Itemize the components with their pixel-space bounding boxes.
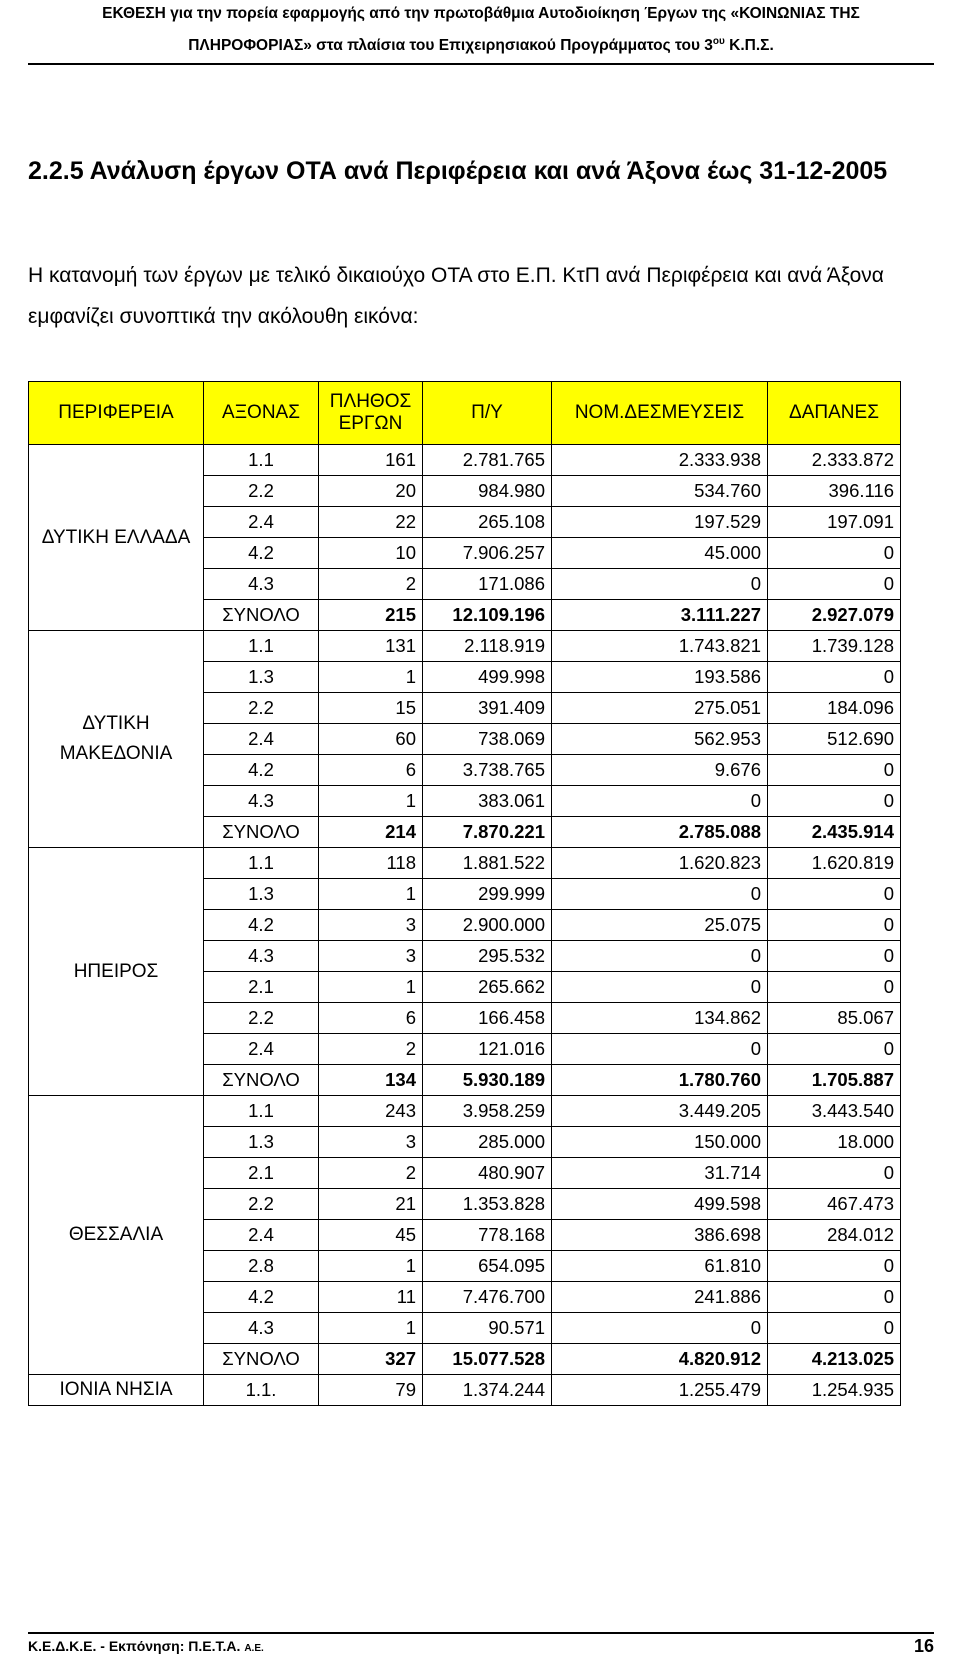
count-cell: 131 (319, 631, 423, 662)
region-name-line: ΜΑΚΕΔΟΝΙΑ (59, 743, 173, 764)
count-cell: 20 (319, 476, 423, 507)
axis-cell: 1.1 (204, 1096, 319, 1127)
count-cell: 243 (319, 1096, 423, 1127)
header-rule (28, 63, 934, 65)
count-cell: 1 (319, 972, 423, 1003)
regions-table (28, 381, 901, 1406)
axis-cell: 2.2 (204, 476, 319, 507)
count-cell: 161 (319, 445, 423, 476)
commitments-cell: 4.820.912 (552, 1344, 768, 1375)
axis-cell: ΣΥΝΟΛΟ (204, 817, 319, 848)
spending-cell: 0 (768, 569, 901, 600)
axis-cell: 1.3 (204, 662, 319, 693)
count-cell: 1 (319, 662, 423, 693)
spending-cell: 0 (768, 879, 901, 910)
spending-cell: 0 (768, 972, 901, 1003)
spending-cell: 0 (768, 941, 901, 972)
budget-cell: 2.900.000 (423, 910, 552, 941)
budget-cell: 391.409 (423, 693, 552, 724)
region-cell (29, 445, 204, 631)
header-line-1: ΕΚΘΕΣΗ για την πορεία εφαρμογής από την πρωτοβάθμια Αυτοδιοίκηση Έργων της «ΚΟΙΝΩΝΙΑΣ ΤΗΣ (102, 5, 860, 22)
axis-cell: 2.1 (204, 1158, 319, 1189)
budget-cell: 3.738.765 (423, 755, 552, 786)
header-line-2-end: Κ.Π.Σ. (724, 37, 774, 55)
commitments-cell: 0 (552, 569, 768, 600)
page-number: 16 (913, 1636, 934, 1656)
count-cell: 2 (319, 1034, 423, 1065)
spending-cell: 1.705.887 (768, 1065, 901, 1096)
spending-cell: 1.620.819 (768, 848, 901, 879)
footer-text: Κ.Ε.Δ.Κ.Ε. - Εκπόνηση: Π.Ε.Τ.Α. (28, 1638, 241, 1654)
count-cell: 327 (319, 1344, 423, 1375)
spending-cell: 512.690 (768, 724, 901, 755)
axis-cell: 2.4 (204, 507, 319, 538)
section-intro: Η κατανομή των έργων με τελικό δικαιούχο ΟΤΑ στο Ε.Π. ΚτΠ ανά Περιφέρεια και ανά Άξονα εμφανίζει συνοπτικά την ακόλουθη εικόνα: (28, 264, 884, 328)
commitments-cell: 386.698 (552, 1220, 768, 1251)
col-header-count-line2: ΕΡΓΩΝ (338, 413, 403, 434)
section-title: 2.2.5 Ανάλυση έργων ΟΤΑ ανά Περιφέρεια και ανά Άξονα έως 31-12-2005 (28, 157, 888, 185)
budget-cell: 5.930.189 (423, 1065, 552, 1096)
commitments-cell: 2.785.088 (552, 817, 768, 848)
budget-cell: 295.532 (423, 941, 552, 972)
count-cell: 15 (319, 693, 423, 724)
count-cell: 22 (319, 507, 423, 538)
budget-cell: 171.086 (423, 569, 552, 600)
region-cell (29, 1096, 204, 1375)
commitments-cell: 562.953 (552, 724, 768, 755)
region-name-line: ΙΟΝΙΑ ΝΗΣΙΑ (59, 1379, 173, 1400)
commitments-cell: 0 (552, 786, 768, 817)
count-cell: 215 (319, 600, 423, 631)
axis-cell: 1.3 (204, 1127, 319, 1158)
axis-cell: 2.2 (204, 1003, 319, 1034)
spending-cell: 0 (768, 538, 901, 569)
spending-cell: 1.739.128 (768, 631, 901, 662)
spending-cell: 4.213.025 (768, 1344, 901, 1375)
commitments-cell: 499.598 (552, 1189, 768, 1220)
budget-cell: 285.000 (423, 1127, 552, 1158)
budget-cell: 383.061 (423, 786, 552, 817)
axis-cell: 2.1 (204, 972, 319, 1003)
budget-cell: 7.870.221 (423, 817, 552, 848)
count-cell: 214 (319, 817, 423, 848)
budget-cell: 12.109.196 (423, 600, 552, 631)
budget-cell: 265.662 (423, 972, 552, 1003)
spending-cell: 0 (768, 786, 901, 817)
count-cell: 2 (319, 1158, 423, 1189)
region-name-line: ΘΕΣΣΑΛΙΑ (68, 1224, 164, 1245)
header-line-2-text: ΠΛΗΡΟΦΟΡΙΑΣ» στα πλαίσια του Επιχειρησιακού Προγράμματος του 3 (188, 37, 713, 55)
commitments-cell: 134.862 (552, 1003, 768, 1034)
axis-cell: 2.2 (204, 693, 319, 724)
commitments-cell: 1.255.479 (552, 1375, 768, 1406)
spending-cell: 284.012 (768, 1220, 901, 1251)
spending-cell: 0 (768, 910, 901, 941)
page-header (28, 0, 934, 60)
commitments-cell: 0 (552, 1313, 768, 1344)
col-header-budget: Π/Υ (423, 382, 552, 445)
spending-cell: 0 (768, 662, 901, 693)
budget-cell: 654.095 (423, 1251, 552, 1282)
table-row (29, 848, 901, 879)
axis-cell: 2.4 (204, 1220, 319, 1251)
axis-cell: 1.1 (204, 631, 319, 662)
count-cell: 118 (319, 848, 423, 879)
axis-cell: 4.3 (204, 569, 319, 600)
budget-cell: 166.458 (423, 1003, 552, 1034)
budget-cell: 265.108 (423, 507, 552, 538)
axis-cell: 2.2 (204, 1189, 319, 1220)
col-header-count-line1: ΠΛΗΘΟΣ (329, 391, 412, 412)
commitments-cell: 3.449.205 (552, 1096, 768, 1127)
commitments-cell: 31.714 (552, 1158, 768, 1189)
commitments-cell: 61.810 (552, 1251, 768, 1282)
spending-cell: 184.096 (768, 693, 901, 724)
table-row (29, 445, 901, 476)
budget-cell: 1.374.244 (423, 1375, 552, 1406)
budget-cell: 90.571 (423, 1313, 552, 1344)
col-header-axis: ΑΞΟΝΑΣ (204, 382, 319, 445)
count-cell: 6 (319, 755, 423, 786)
commitments-cell: 241.886 (552, 1282, 768, 1313)
commitments-cell: 45.000 (552, 538, 768, 569)
count-cell: 1 (319, 1313, 423, 1344)
count-cell: 10 (319, 538, 423, 569)
axis-cell: 4.2 (204, 1282, 319, 1313)
budget-cell: 2.781.765 (423, 445, 552, 476)
axis-cell: 4.2 (204, 538, 319, 569)
budget-cell: 2.118.919 (423, 631, 552, 662)
col-header-count (319, 382, 423, 445)
axis-cell: 4.2 (204, 755, 319, 786)
count-cell: 79 (319, 1375, 423, 1406)
axis-cell: 1.1 (204, 848, 319, 879)
axis-cell: 1.3 (204, 879, 319, 910)
commitments-cell: 150.000 (552, 1127, 768, 1158)
spending-cell: 0 (768, 1251, 901, 1282)
spending-cell: 467.473 (768, 1189, 901, 1220)
count-cell: 1 (319, 786, 423, 817)
spending-cell: 396.116 (768, 476, 901, 507)
axis-cell: ΣΥΝΟΛΟ (204, 1065, 319, 1096)
table-row (29, 1096, 901, 1127)
commitments-cell: 275.051 (552, 693, 768, 724)
commitments-cell: 0 (552, 879, 768, 910)
commitments-cell: 534.760 (552, 476, 768, 507)
budget-cell: 738.069 (423, 724, 552, 755)
table-body (29, 445, 901, 1406)
count-cell: 1 (319, 1251, 423, 1282)
footer-text-small: Α.Ε. (244, 1643, 264, 1654)
commitments-cell: 25.075 (552, 910, 768, 941)
axis-cell: 2.4 (204, 1034, 319, 1065)
budget-cell: 3.958.259 (423, 1096, 552, 1127)
region-name-line: ΗΠΕΙΡΟΣ (73, 960, 159, 982)
commitments-cell: 2.333.938 (552, 445, 768, 476)
count-cell: 11 (319, 1282, 423, 1313)
axis-cell: 4.3 (204, 1313, 319, 1344)
count-cell: 60 (319, 724, 423, 755)
commitments-cell: 0 (552, 1034, 768, 1065)
budget-cell: 778.168 (423, 1220, 552, 1251)
axis-cell: 2.4 (204, 724, 319, 755)
budget-cell: 15.077.528 (423, 1344, 552, 1375)
count-cell: 3 (319, 1127, 423, 1158)
commitments-cell: 193.586 (552, 662, 768, 693)
table-row (29, 1375, 901, 1406)
spending-cell: 0 (768, 1034, 901, 1065)
col-header-commitments: ΝΟΜ.ΔΕΣΜΕΥΣΕΙΣ (552, 382, 768, 445)
commitments-cell: 1.743.821 (552, 631, 768, 662)
region-name-line: ΔΥΤΙΚΗ ΕΛΛΑΔΑ (41, 526, 191, 548)
col-header-spending: ΔΑΠΑΝΕΣ (768, 382, 901, 445)
commitments-cell: 1.780.760 (552, 1065, 768, 1096)
table-header-row (29, 382, 901, 445)
commitments-cell: 3.111.227 (552, 600, 768, 631)
spending-cell: 0 (768, 1158, 901, 1189)
count-cell: 134 (319, 1065, 423, 1096)
budget-cell: 1.881.522 (423, 848, 552, 879)
axis-cell: 4.2 (204, 910, 319, 941)
region-cell (29, 631, 204, 848)
spending-cell: 2.333.872 (768, 445, 901, 476)
commitments-cell: 0 (552, 972, 768, 1003)
count-cell: 21 (319, 1189, 423, 1220)
spending-cell: 0 (768, 1282, 901, 1313)
budget-cell: 1.353.828 (423, 1189, 552, 1220)
axis-cell: 1.1. (204, 1375, 319, 1406)
header-superscript: ου (712, 36, 725, 47)
spending-cell: 3.443.540 (768, 1096, 901, 1127)
spending-cell: 0 (768, 1313, 901, 1344)
count-cell: 2 (319, 569, 423, 600)
spending-cell: 85.067 (768, 1003, 901, 1034)
spending-cell: 1.254.935 (768, 1375, 901, 1406)
spending-cell: 0 (768, 755, 901, 786)
col-header-region: ΠΕΡΙΦΕΡΕΙΑ (29, 382, 204, 445)
spending-cell: 2.927.079 (768, 600, 901, 631)
axis-cell: 4.3 (204, 941, 319, 972)
region-cell (29, 1375, 204, 1406)
axis-cell: ΣΥΝΟΛΟ (204, 1344, 319, 1375)
spending-cell: 2.435.914 (768, 817, 901, 848)
commitments-cell: 9.676 (552, 755, 768, 786)
axis-cell: 1.1 (204, 445, 319, 476)
budget-cell: 7.476.700 (423, 1282, 552, 1313)
commitments-cell: 1.620.823 (552, 848, 768, 879)
commitments-cell: 0 (552, 941, 768, 972)
count-cell: 45 (319, 1220, 423, 1251)
budget-cell: 121.016 (423, 1034, 552, 1065)
count-cell: 1 (319, 879, 423, 910)
table-row (29, 631, 901, 662)
spending-cell: 18.000 (768, 1127, 901, 1158)
budget-cell: 480.907 (423, 1158, 552, 1189)
commitments-cell: 197.529 (552, 507, 768, 538)
region-cell (29, 848, 204, 1096)
spending-cell: 197.091 (768, 507, 901, 538)
budget-cell: 7.906.257 (423, 538, 552, 569)
budget-cell: 499.998 (423, 662, 552, 693)
budget-cell: 299.999 (423, 879, 552, 910)
budget-cell: 984.980 (423, 476, 552, 507)
page-footer (28, 1634, 934, 1661)
count-cell: 3 (319, 941, 423, 972)
header-line-2 (28, 28, 934, 60)
axis-cell: 2.8 (204, 1251, 319, 1282)
axis-cell: 4.3 (204, 786, 319, 817)
axis-cell: ΣΥΝΟΛΟ (204, 600, 319, 631)
region-name-line: ΔΥΤΙΚΗ (82, 713, 150, 734)
count-cell: 3 (319, 910, 423, 941)
count-cell: 6 (319, 1003, 423, 1034)
